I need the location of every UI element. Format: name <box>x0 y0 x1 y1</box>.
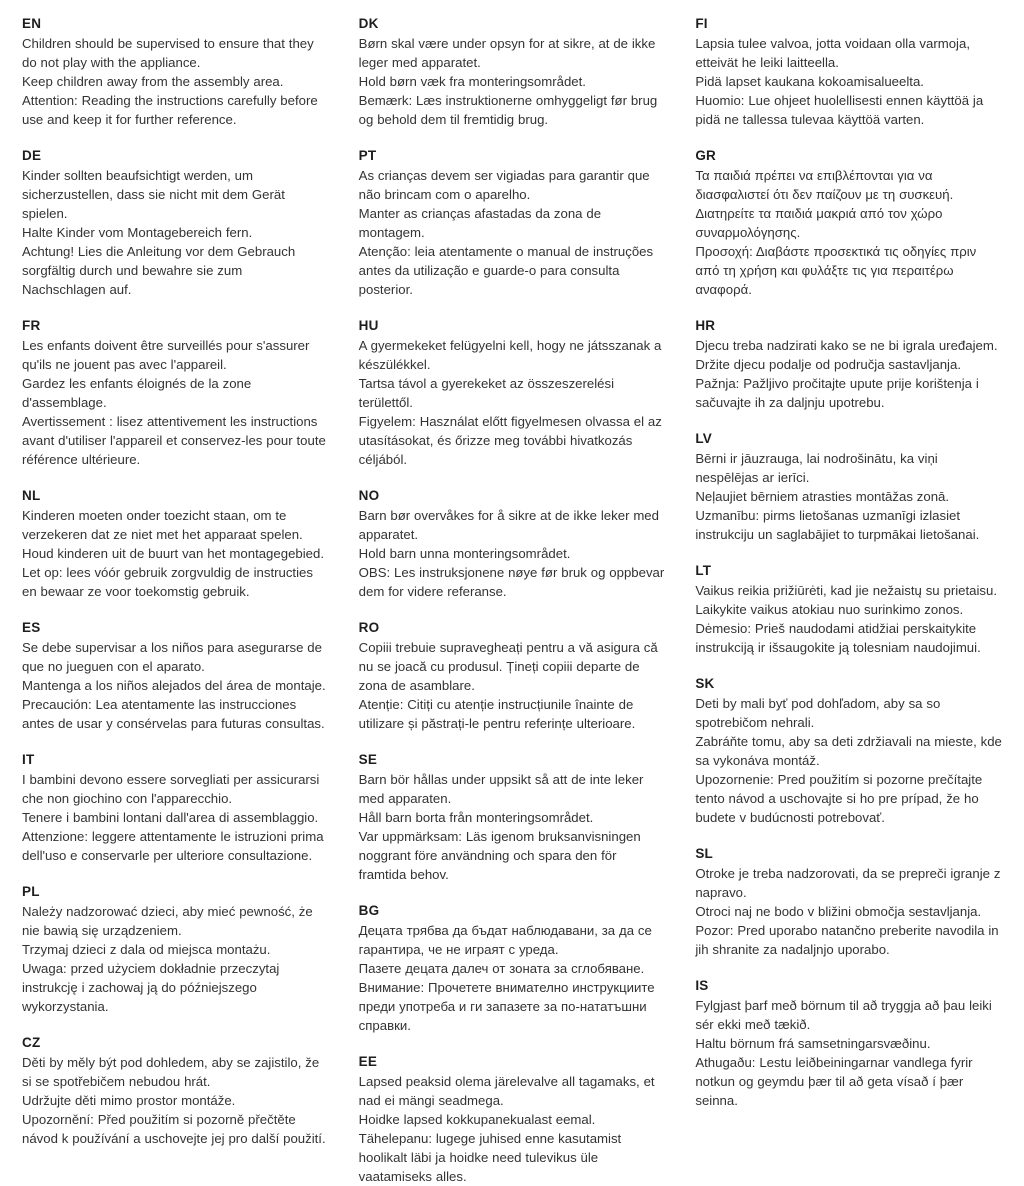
language-section-it <box>22 752 329 865</box>
language-code-label: IT <box>22 752 35 767</box>
instruction-text: Les enfants doivent être surveillés pour s'assurer qu'ils ne jouent pas avec l'appareil. <box>22 338 310 372</box>
instruction-text: Pidä lapset kaukana kokoamisalueelta. <box>695 74 924 89</box>
language-code-label: ES <box>22 620 41 635</box>
instruction-text: OBS: Les instruksjonene nøye før bruk og oppbevar dem for videre referanse. <box>358 565 665 599</box>
language-section-en <box>22 16 329 129</box>
language-code-label: DE <box>22 148 42 163</box>
language-section-fi <box>695 16 1002 129</box>
language-code-label: EE <box>358 1054 378 1069</box>
instruction-text: Uwaga: przed użyciem dokładnie przeczytaj instrukcję i zachowaj ją do późniejszego wykorzystania. <box>22 961 280 1014</box>
instruction-text: Keep children away from the assembly area. <box>22 74 284 89</box>
instruction-text: Atenție: Citiți cu atenție instrucțiunile înainte de utilizare și păstrați-le pentru referințe ulterioare. <box>358 697 636 731</box>
language-section-pl <box>22 884 329 1016</box>
instruction-text: Upozornění: Před použitím si pozorně přečtěte návod k používání a uschovejte jej pro další použití. <box>22 1112 326 1146</box>
instruction-text: Attention: Reading the instructions carefully before use and keep it for further reference. <box>22 93 318 127</box>
instruction-text: Gardez les enfants éloignés de la zone d'assemblage. <box>22 376 252 410</box>
instruction-text: Τα παιδιά πρέπει να επιβλέπονται για να διασφαλιστεί ότι δεν παίζουν με τη συσκευή. <box>695 168 954 202</box>
instruction-text: Deti by mali byť pod dohľadom, aby sa so spotrebičom nehrali. <box>695 696 941 730</box>
instruction-text: Laikykite vaikus atokiau nuo surinkimo zonos. <box>695 602 964 617</box>
language-code-label: NL <box>22 488 41 503</box>
instruction-text: Pozor: Pred uporabo natančno preberite navodila in jih shranite za nadaljnjo uporabo. <box>695 923 999 957</box>
instruction-text: Houd kinderen uit de buurt van het montagegebied. <box>22 546 324 561</box>
instruction-text: Bemærk: Læs instruktionerne omhyggeligt før brug og behold dem til fremtidig brug. <box>358 93 658 127</box>
instruction-text: Hold børn væk fra monteringsområdet. <box>358 74 586 89</box>
instruction-text: Držite djecu podalje od područja sastavljanja. <box>695 357 961 372</box>
language-code-label: NO <box>358 488 380 503</box>
instruction-text: Let op: lees vóór gebruik zorgvuldig de instructies en bewaar ze voor toekomstig gebruik. <box>22 565 313 599</box>
instruction-text: Kinder sollten beaufsichtigt werden, um sicherzustellen, dass sie nicht mit dem Gerät spielen. <box>22 168 285 221</box>
instruction-text: Vaikus reikia prižiūrėti, kad jie nežaistų su prietaisu. <box>695 583 998 598</box>
instruction-text: Avertissement : lisez attentivement les instructions avant d'utiliser l'appareil et conservez-les pour toute référence ultérieure. <box>22 414 326 467</box>
language-section-sl <box>695 846 1002 959</box>
instruction-text: Manter as crianças afastadas da zona de montagem. <box>358 206 602 240</box>
language-code-label: HR <box>695 318 716 333</box>
instruction-text: Trzymaj dzieci z dala od miejsca montażu. <box>22 942 271 957</box>
instruction-text: Atenção: leia atentamente o manual de instruções antes da utilização e guarde-o para consulta posterior. <box>358 244 654 297</box>
instruction-text: Lapsia tulee valvoa, jotta voidaan olla varmoja, etteivät he leiki laitteella. <box>695 36 970 70</box>
language-code-label: DK <box>358 16 379 31</box>
language-section-nl <box>22 488 329 601</box>
instruction-text: Upozornenie: Pred použitím si pozorne prečítajte tento návod a uschovajte si ho pre prípad, že ho budete v budúcnosti potrebovať. <box>695 772 983 825</box>
instruction-text: Kinderen moeten onder toezicht staan, om te verzekeren dat ze niet met het apparaat spelen. <box>22 508 303 542</box>
instruction-text: Bērni ir jāuzrauga, lai nodrošinātu, ka viņi nespēlējas ar ierīci. <box>695 451 938 485</box>
instruction-text: A gyermekeket felügyelni kell, hogy ne játsszanak a készülékkel. <box>358 338 662 372</box>
language-section-no <box>359 488 666 601</box>
language-code-label: CZ <box>22 1035 41 1050</box>
instruction-text: Pažnja: Pažljivo pročitajte upute prije korištenja i sačuvajte ih za daljnju upotrebu. <box>695 376 979 410</box>
instruction-text: Uzmanību: pirms lietošanas uzmanīgi izlasiet instrukciju un saglabājiet to turpmākai lietošanai. <box>695 508 980 542</box>
instruction-text: Children should be supervised to ensure that they do not play with the appliance. <box>22 36 314 70</box>
language-code-label: HU <box>358 318 379 333</box>
instruction-text: Børn skal være under opsyn for at sikre, at de ikke leger med apparatet. <box>358 36 656 70</box>
instruction-text: Otroke je treba nadzorovati, da se prepreči igranje z napravo. <box>695 866 1001 900</box>
instruction-text: As crianças devem ser vigiadas para garantir que não brincam com o aparelho. <box>358 168 650 202</box>
instructions-column-2 <box>358 16 666 1184</box>
instructions-column-3 <box>695 16 1002 1108</box>
instruction-text: Djecu treba nadzirati kako se ne bi igrala uređajem. <box>695 338 998 353</box>
language-code-label: PL <box>22 884 40 899</box>
instruction-text: Udržujte děti mimo prostor montáže. <box>22 1093 236 1108</box>
instruction-text: Figyelem: Használat előtt figyelmesen olvassa el az utasításokat, és őrizze meg további hivatkozás céljából. <box>358 414 662 467</box>
language-section-is <box>695 978 1002 1110</box>
language-section-se <box>359 752 666 884</box>
instruction-text: Copiii trebuie supravegheați pentru a vă asigura că nu se joacă cu produsul. Țineți copiii departe de zona de asamblare. <box>358 640 658 693</box>
language-section-ro <box>359 620 666 733</box>
instruction-text: Barn bør overvåkes for å sikre at de ikke leker med apparatet. <box>358 508 659 542</box>
language-section-fr <box>22 318 329 469</box>
instruction-text: Προσοχή: Διαβάστε προσεκτικά τις οδηγίες πριν από τη χρήση και φυλάξτε τις για περαιτέρω αναφορά. <box>695 244 977 297</box>
language-code-label: LT <box>695 563 712 578</box>
language-section-sk <box>695 676 1002 827</box>
instruction-text: Var uppmärksam: Läs igenom bruksanvisningen noggrant före användning och spara den för framtida behov. <box>358 829 641 882</box>
instruction-text: Håll barn borta från monteringsområdet. <box>358 810 594 825</box>
instruction-text: Neļaujiet bērniem atrasties montāžas zonā. <box>695 489 950 504</box>
instruction-text: Zabráňte tomu, aby sa deti zdržiavali na mieste, kde sa vykonáva montáž. <box>695 734 1002 768</box>
instruction-text: Athugaðu: Lestu leiðbeiningarnar vandlega fyrir notkun og geymdu þær til að geta vísað í þær seinna. <box>695 1055 973 1108</box>
language-code-label: BG <box>358 903 380 918</box>
instruction-text: Dėmesio: Prieš naudodami atidžiai perskaitykite instrukciją ir išsaugokite ją tolesniam naudojimui. <box>695 621 981 655</box>
language-section-es <box>22 620 329 733</box>
language-code-label: FI <box>695 16 708 31</box>
instruction-text: Tenere i bambini lontani dall'area di assemblaggio. <box>22 810 319 825</box>
instruction-text: Děti by měly být pod dohledem, aby se zajistilo, že si se spotřebičem nebudou hrát. <box>22 1055 320 1089</box>
instruction-text: Należy nadzorować dzieci, aby mieć pewność, że nie bawią się urządzeniem. <box>22 904 313 938</box>
language-section-hu <box>359 318 666 469</box>
instructions-column-1 <box>22 16 329 1146</box>
language-code-label: EN <box>22 16 42 31</box>
instruction-text: Halte Kinder vom Montagebereich fern. <box>22 225 253 240</box>
instruction-text: Hold barn unna monteringsområdet. <box>358 546 571 561</box>
language-code-label: PT <box>358 148 377 163</box>
language-section-ee <box>359 1054 666 1186</box>
language-code-label: SL <box>695 846 713 861</box>
instruction-text: Децата трябва да бъдат наблюдавани, за да се гарантира, че не играят с уреда. <box>358 923 652 957</box>
language-section-bg <box>359 903 666 1035</box>
language-code-label: RO <box>358 620 380 635</box>
instruction-text: Tähelepanu: lugege juhised enne kasutamist hoolikalt läbi ja hoidke need tulevikus üle vaatamiseks alles. <box>358 1131 622 1184</box>
language-section-gr <box>695 148 1002 299</box>
instruction-text: Διατηρείτε τα παιδιά μακριά από τον χώρο συναρμολόγησης. <box>695 206 943 240</box>
instruction-text: Внимание: Прочетете внимателно инструкциите преди употреба и ги запазете за по-нататъшни справки. <box>358 980 655 1033</box>
language-code-label: LV <box>695 431 712 446</box>
instruction-text: Mantenga a los niños alejados del área de montaje. <box>22 678 326 693</box>
language-section-lt <box>695 563 1002 657</box>
instruction-text: Пазете децата далеч от зоната за сглобяване. <box>358 961 645 976</box>
instruction-text: Precaución: Lea atentamente las instrucciones antes de usar y consérvelas para futuras consultas. <box>22 697 325 731</box>
instruction-text: Haltu börnum frá samsetningarsvæðinu. <box>695 1036 931 1051</box>
language-section-dk <box>359 16 666 129</box>
language-section-pt <box>359 148 666 299</box>
language-code-label: FR <box>22 318 41 333</box>
language-section-lv <box>695 431 1002 544</box>
language-code-label: IS <box>695 978 709 993</box>
instruction-text: Se debe supervisar a los niños para asegurarse de que no jueguen con el aparato. <box>22 640 322 674</box>
language-section-de <box>22 148 329 299</box>
language-code-label: SK <box>695 676 715 691</box>
instruction-text: Lapsed peaksid olema järelevalve all tagamaks, et nad ei mängi seadmega. <box>358 1074 655 1108</box>
instruction-text: Huomio: Lue ohjeet huolellisesti ennen käyttöä ja pidä ne tallessa tulevaa käyttöä varten. <box>695 93 984 127</box>
instruction-text: Tartsa távol a gyerekeket az összeszerelési területtől. <box>358 376 615 410</box>
instruction-text: Hoidke lapsed kokkupanekualast eemal. <box>358 1112 596 1127</box>
instruction-text: Otroci naj ne bodo v bližini območja sestavljanja. <box>695 904 982 919</box>
instruction-text: Achtung! Lies die Anleitung vor dem Gebrauch sorgfältig durch und bewahre sie zum Nachschlagen auf. <box>22 244 296 297</box>
instruction-text: Fylgjast þarf með börnum til að tryggja að þau leiki sér ekki með tækið. <box>695 998 992 1032</box>
language-section-cz <box>22 1035 329 1148</box>
instruction-text: Attenzione: leggere attentamente le istruzioni prima dell'uso e conservarle per ulteriore consultazione. <box>22 829 324 863</box>
instruction-text: Barn bör hållas under uppsikt så att de inte leker med apparaten. <box>358 772 644 806</box>
language-code-label: GR <box>695 148 716 163</box>
instruction-text: I bambini devono essere sorvegliati per assicurarsi che non giochino con l'apparecchio. <box>22 772 320 806</box>
language-code-label: SE <box>358 752 378 767</box>
language-section-hr <box>695 318 1002 412</box>
